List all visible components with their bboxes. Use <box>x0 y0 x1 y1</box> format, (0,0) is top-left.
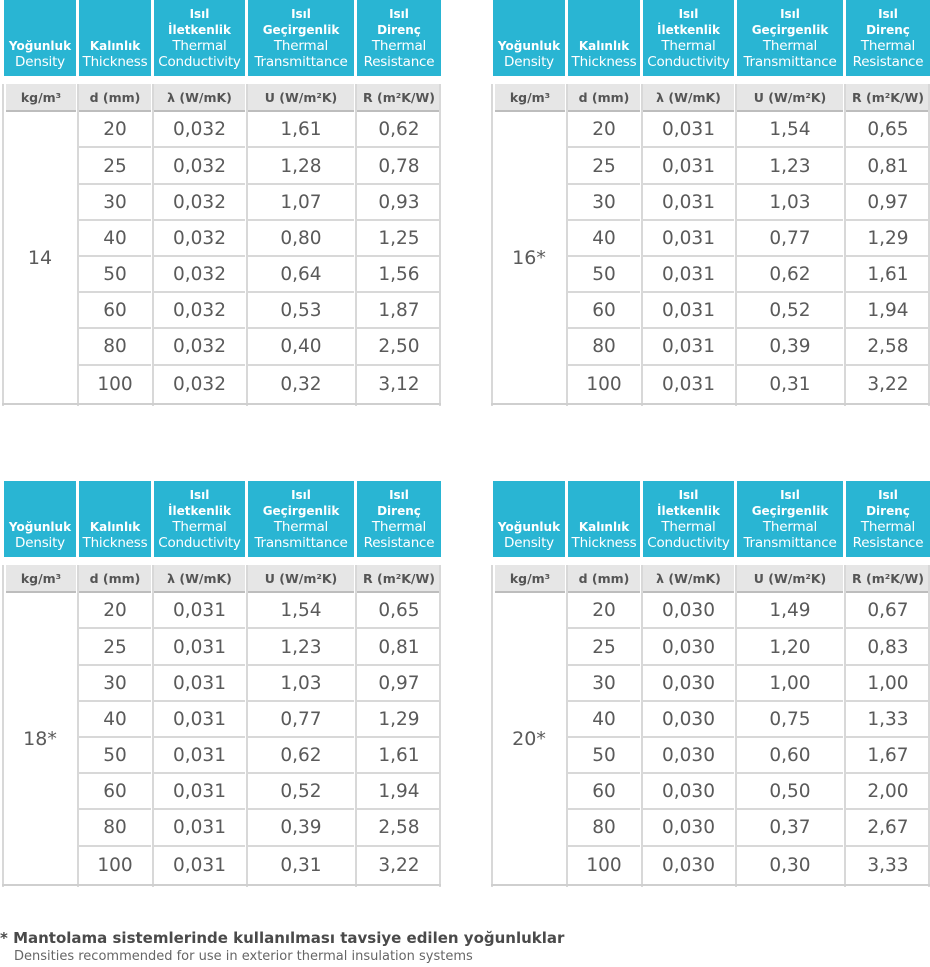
header-conductivity-en1: Thermal <box>661 38 716 54</box>
header-conductivity-tr2: İletkenlik <box>168 504 231 518</box>
table-cell-thickness: 100 <box>97 374 133 395</box>
unit-density: kg/m³ <box>6 565 76 593</box>
header-density <box>4 481 76 557</box>
table-cell-conductivity: 0,030 <box>662 855 715 876</box>
table-cell-thickness: 30 <box>79 666 151 702</box>
table-cell-transmittance: 0,37 <box>737 810 843 847</box>
table-cell-resistance: 1,25 <box>357 221 441 257</box>
header-thickness <box>568 481 640 557</box>
table-cell-conductivity: 0,031 <box>643 293 734 329</box>
table-cell-resistance: 1,33 <box>846 702 930 738</box>
header-resistance-tr2: Direnç <box>377 23 421 37</box>
table-cell-transmittance: 1,03 <box>248 666 354 702</box>
table-cell-conductivity: 0,031 <box>643 257 734 293</box>
table-cell-resistance: 0,97 <box>357 666 441 702</box>
table-cell-resistance: 2,50 <box>357 329 441 366</box>
table-cell-conductivity: 0,031 <box>173 855 226 876</box>
header-resistance-tr1: Isıl <box>878 7 898 21</box>
table-cell-resistance: 1,94 <box>846 293 930 329</box>
table-cell-conductivity: 0,030 <box>643 630 734 666</box>
table-cell-transmittance: 1,23 <box>248 630 354 666</box>
table-cell-resistance: 2,58 <box>846 329 930 366</box>
unit-thickness: d (mm) <box>79 84 151 112</box>
header-thickness-tr: Kalınlık <box>89 520 141 534</box>
table-cell-transmittance: 1,20 <box>737 630 843 666</box>
header-resistance-en1: Thermal <box>860 519 916 535</box>
header-density <box>493 0 565 76</box>
table-cell-transmittance: 1,28 <box>248 149 354 185</box>
table-cell-conductivity: 0,030 <box>643 810 734 847</box>
header-transmittance-tr1: Isıl <box>780 7 800 21</box>
table-cell-conductivity: 0,032 <box>154 185 245 221</box>
density-value: 18* <box>23 728 57 750</box>
header-resistance-tr2: Direnç <box>866 23 910 37</box>
table-cell-transmittance: 1,07 <box>248 185 354 221</box>
table-cell-transmittance: 1,03 <box>737 185 843 221</box>
table-cell-thickness: 20 <box>568 593 640 629</box>
header-transmittance-tr1: Isıl <box>291 488 311 502</box>
header-conductivity-tr1: Isıl <box>678 488 699 502</box>
table-cell-transmittance: 0,64 <box>248 257 354 293</box>
unit-thickness: d (mm) <box>568 565 640 593</box>
header-density <box>493 481 565 557</box>
header-resistance <box>846 481 930 557</box>
header-density-tr: Yoğunluk <box>497 520 561 534</box>
table-cell-conductivity: 0,031 <box>643 221 734 257</box>
table-cell-thickness: 30 <box>79 185 151 221</box>
table-cell-conductivity: 0,031 <box>154 630 245 666</box>
table-cell-transmittance: 0,50 <box>737 774 843 810</box>
table-cell-thickness: 20 <box>568 112 640 148</box>
table-cell-transmittance: 0,31 <box>280 855 322 876</box>
table-cell-conductivity: 0,031 <box>154 702 245 738</box>
header-thickness-en: Thickness <box>82 535 148 551</box>
table-cell-transmittance: 0,53 <box>248 293 354 329</box>
header-transmittance-en2: Transmittance <box>743 54 837 70</box>
unit-thickness: d (mm) <box>568 84 640 112</box>
table-cell-resistance: 3,12 <box>378 374 420 395</box>
table-cell-transmittance: 0,52 <box>737 293 843 329</box>
header-conductivity <box>643 0 734 76</box>
header-conductivity-tr1: Isıl <box>189 7 210 21</box>
header-resistance-tr2: Direnç <box>866 504 910 518</box>
header-resistance-en2: Resistance <box>852 54 924 70</box>
header-resistance-en2: Resistance <box>363 54 435 70</box>
data-table-1 <box>0 0 441 408</box>
unit-thickness: d (mm) <box>79 565 151 593</box>
header-thickness-en: Thickness <box>82 54 148 70</box>
table-cell-resistance: 1,94 <box>357 774 441 810</box>
table-cell-thickness: 20 <box>79 593 151 629</box>
table-cell-thickness: 60 <box>79 293 151 329</box>
header-resistance-en1: Thermal <box>860 38 916 54</box>
table-cell-transmittance: 0,80 <box>248 221 354 257</box>
table-cell-transmittance: 1,23 <box>737 149 843 185</box>
table-cell-resistance: 0,81 <box>357 630 441 666</box>
table-cell-thickness: 40 <box>79 221 151 257</box>
table-cell-conductivity: 0,031 <box>154 810 245 847</box>
table-cell-conductivity: 0,031 <box>154 738 245 774</box>
table-cell-resistance: 1,67 <box>846 738 930 774</box>
table-cell-thickness: 50 <box>568 738 640 774</box>
header-transmittance-en1: Thermal <box>273 38 329 54</box>
header-transmittance-tr2: Geçirgenlik <box>262 23 340 37</box>
table-cell-conductivity: 0,032 <box>154 149 245 185</box>
table-bottom-rule <box>2 884 441 886</box>
header-transmittance-tr2: Geçirgenlik <box>751 504 829 518</box>
table-cell-thickness: 40 <box>568 221 640 257</box>
header-transmittance <box>737 0 843 76</box>
header-transmittance-tr2: Geçirgenlik <box>751 23 829 37</box>
header-conductivity-en1: Thermal <box>172 519 227 535</box>
table-cell-thickness: 25 <box>79 630 151 666</box>
table-cell-thickness: 50 <box>79 257 151 293</box>
table-cell-thickness: 100 <box>586 374 622 395</box>
header-thickness-tr: Kalınlık <box>89 39 141 53</box>
table-cell-transmittance: 1,61 <box>248 112 354 148</box>
header-resistance-en2: Resistance <box>363 535 435 551</box>
table-cell-transmittance: 0,39 <box>248 810 354 847</box>
table-cell-thickness: 25 <box>79 149 151 185</box>
header-thickness <box>79 0 151 76</box>
table-cell-thickness: 50 <box>79 738 151 774</box>
table-cell-resistance: 2,00 <box>846 774 930 810</box>
unit-conductivity: λ (W/mK) <box>154 84 245 112</box>
table-cell-resistance: 1,56 <box>357 257 441 293</box>
header-conductivity-en2: Conductivity <box>158 54 241 70</box>
unit-conductivity: λ (W/mK) <box>643 84 734 112</box>
header-conductivity <box>154 481 245 557</box>
header-transmittance-en2: Transmittance <box>254 54 348 70</box>
header-transmittance <box>248 0 354 76</box>
table-cell-resistance: 1,00 <box>846 666 930 702</box>
density-value: 14 <box>27 247 53 269</box>
unit-transmittance: U (W/m²K) <box>248 565 354 593</box>
table-cell-thickness: 60 <box>568 774 640 810</box>
table-cell-thickness: 20 <box>79 112 151 148</box>
table-cell-transmittance: 0,30 <box>769 855 811 876</box>
table-cell-thickness: 80 <box>79 329 151 366</box>
header-conductivity-tr2: İletkenlik <box>657 504 720 518</box>
footnote-tr: * Mantolama sistemlerinde kullanılması tavsiye edilen yoğunluklar <box>0 929 565 947</box>
table-cell-thickness: 40 <box>568 702 640 738</box>
table-cell-resistance: 0,81 <box>846 149 930 185</box>
footnote-en: Densities recommended for use in exterior thermal insulation systems <box>14 949 473 964</box>
header-density-tr: Yoğunluk <box>8 39 72 53</box>
header-conductivity <box>643 481 734 557</box>
header-transmittance-tr2: Geçirgenlik <box>262 504 340 518</box>
table-cell-thickness: 60 <box>79 774 151 810</box>
table-cell-thickness: 30 <box>568 666 640 702</box>
header-resistance-tr1: Isıl <box>878 488 898 502</box>
table-cell-thickness: 80 <box>568 810 640 847</box>
header-transmittance-en1: Thermal <box>762 38 818 54</box>
table-cell-resistance: 0,65 <box>846 112 930 148</box>
table-cell-conductivity: 0,031 <box>154 593 245 629</box>
table-cell-transmittance: 0,77 <box>737 221 843 257</box>
header-conductivity-tr1: Isıl <box>678 7 699 21</box>
header-density-en: Density <box>15 535 65 551</box>
table-cell-transmittance: 0,40 <box>248 329 354 366</box>
header-transmittance-tr1: Isıl <box>291 7 311 21</box>
table-cell-conductivity: 0,031 <box>154 666 245 702</box>
table-cell-resistance: 1,29 <box>846 221 930 257</box>
header-resistance-en2: Resistance <box>852 535 924 551</box>
unit-resistance: R (m²K/W) <box>846 84 930 112</box>
unit-conductivity: λ (W/mK) <box>154 565 245 593</box>
table-cell-conductivity: 0,032 <box>154 112 245 148</box>
density-value: 16* <box>512 247 546 269</box>
data-table-4 <box>489 481 930 889</box>
header-conductivity-en2: Conductivity <box>647 54 730 70</box>
table-cell-transmittance: 0,32 <box>280 374 322 395</box>
header-thickness <box>568 0 640 76</box>
header-transmittance <box>737 481 843 557</box>
table-cell-conductivity: 0,030 <box>643 702 734 738</box>
table-cell-conductivity: 0,030 <box>643 738 734 774</box>
table-cell-resistance: 0,78 <box>357 149 441 185</box>
table-cell-thickness: 100 <box>586 855 622 876</box>
table-cell-conductivity: 0,030 <box>643 666 734 702</box>
table-cell-conductivity: 0,032 <box>154 257 245 293</box>
header-resistance-en1: Thermal <box>371 38 427 54</box>
table-cell-conductivity: 0,030 <box>643 593 734 629</box>
header-density-tr: Yoğunluk <box>497 39 561 53</box>
table-cell-resistance: 1,87 <box>357 293 441 329</box>
footnote <box>0 928 930 966</box>
unit-density: kg/m³ <box>495 565 565 593</box>
table-cell-thickness: 80 <box>79 810 151 847</box>
header-conductivity-en1: Thermal <box>661 519 716 535</box>
header-conductivity-en1: Thermal <box>172 38 227 54</box>
header-density-en: Density <box>504 54 554 70</box>
unit-density: kg/m³ <box>6 84 76 112</box>
data-table-2 <box>489 0 930 408</box>
table-cell-transmittance: 0,62 <box>248 738 354 774</box>
table-cell-conductivity: 0,031 <box>643 149 734 185</box>
header-conductivity-tr2: İletkenlik <box>657 23 720 37</box>
table-cell-transmittance: 1,54 <box>248 593 354 629</box>
header-thickness-en: Thickness <box>571 535 637 551</box>
table-cell-conductivity: 0,032 <box>154 329 245 366</box>
table-cell-transmittance: 1,00 <box>737 666 843 702</box>
header-conductivity <box>154 0 245 76</box>
table-cell-resistance: 3,22 <box>378 855 420 876</box>
table-cell-conductivity: 0,032 <box>173 374 226 395</box>
header-resistance <box>357 481 441 557</box>
unit-conductivity: λ (W/mK) <box>643 565 734 593</box>
table-cell-thickness: 40 <box>79 702 151 738</box>
unit-transmittance: U (W/m²K) <box>248 84 354 112</box>
table-cell-conductivity: 0,031 <box>662 374 715 395</box>
table-cell-thickness: 25 <box>568 149 640 185</box>
header-conductivity-tr1: Isıl <box>189 488 210 502</box>
table-cell-resistance: 0,62 <box>357 112 441 148</box>
header-conductivity-en2: Conductivity <box>647 535 730 551</box>
header-resistance-tr2: Direnç <box>377 504 421 518</box>
header-resistance <box>357 0 441 76</box>
table-cell-resistance: 2,58 <box>357 810 441 847</box>
header-thickness-en: Thickness <box>571 54 637 70</box>
table-cell-thickness: 30 <box>568 185 640 221</box>
table-bottom-rule <box>491 403 930 405</box>
header-thickness-tr: Kalınlık <box>578 520 630 534</box>
table-cell-conductivity: 0,032 <box>154 221 245 257</box>
header-density-tr: Yoğunluk <box>8 520 72 534</box>
table-cell-thickness: 60 <box>568 293 640 329</box>
table-cell-conductivity: 0,030 <box>643 774 734 810</box>
table-cell-transmittance: 0,60 <box>737 738 843 774</box>
table-cell-transmittance: 0,75 <box>737 702 843 738</box>
table-cell-transmittance: 0,77 <box>248 702 354 738</box>
table-cell-resistance: 0,93 <box>357 185 441 221</box>
table-bottom-rule <box>491 884 930 886</box>
table-cell-resistance: 3,22 <box>867 374 909 395</box>
table-cell-thickness: 80 <box>568 329 640 366</box>
header-resistance-en1: Thermal <box>371 519 427 535</box>
header-resistance-tr1: Isıl <box>389 7 409 21</box>
table-bottom-rule <box>2 403 441 405</box>
table-cell-resistance: 1,29 <box>357 702 441 738</box>
table-cell-resistance: 1,61 <box>357 738 441 774</box>
header-conductivity-en2: Conductivity <box>158 535 241 551</box>
header-resistance-tr1: Isıl <box>389 488 409 502</box>
table-cell-resistance: 0,97 <box>846 185 930 221</box>
header-transmittance-en2: Transmittance <box>254 535 348 551</box>
unit-resistance: R (m²K/W) <box>357 565 441 593</box>
table-cell-transmittance: 1,54 <box>737 112 843 148</box>
table-cell-transmittance: 0,39 <box>737 329 843 366</box>
table-cell-conductivity: 0,031 <box>643 185 734 221</box>
header-resistance <box>846 0 930 76</box>
table-cell-transmittance: 0,31 <box>769 374 811 395</box>
header-transmittance-en1: Thermal <box>273 519 329 535</box>
header-density <box>4 0 76 76</box>
table-cell-resistance: 0,67 <box>846 593 930 629</box>
table-cell-resistance: 2,67 <box>846 810 930 847</box>
table-cell-resistance: 0,65 <box>357 593 441 629</box>
table-cell-transmittance: 0,62 <box>737 257 843 293</box>
unit-transmittance: U (W/m²K) <box>737 84 843 112</box>
table-cell-thickness: 25 <box>568 630 640 666</box>
header-thickness <box>79 481 151 557</box>
header-transmittance <box>248 481 354 557</box>
header-transmittance-en2: Transmittance <box>743 535 837 551</box>
unit-resistance: R (m²K/W) <box>357 84 441 112</box>
table-cell-resistance: 0,83 <box>846 630 930 666</box>
table-cell-conductivity: 0,031 <box>643 329 734 366</box>
density-value: 20* <box>512 728 546 750</box>
header-thickness-tr: Kalınlık <box>578 39 630 53</box>
header-transmittance-tr1: Isıl <box>780 488 800 502</box>
table-cell-resistance: 3,33 <box>867 855 909 876</box>
data-table-3 <box>0 481 441 889</box>
unit-transmittance: U (W/m²K) <box>737 565 843 593</box>
header-density-en: Density <box>15 54 65 70</box>
unit-density: kg/m³ <box>495 84 565 112</box>
table-cell-conductivity: 0,032 <box>154 293 245 329</box>
header-conductivity-tr2: İletkenlik <box>168 23 231 37</box>
table-cell-conductivity: 0,031 <box>154 774 245 810</box>
table-cell-resistance: 1,61 <box>846 257 930 293</box>
table-cell-transmittance: 1,49 <box>737 593 843 629</box>
table-cell-thickness: 50 <box>568 257 640 293</box>
header-density-en: Density <box>504 535 554 551</box>
unit-resistance: R (m²K/W) <box>846 565 930 593</box>
table-cell-transmittance: 0,52 <box>248 774 354 810</box>
header-transmittance-en1: Thermal <box>762 519 818 535</box>
table-cell-conductivity: 0,031 <box>643 112 734 148</box>
table-cell-thickness: 100 <box>97 855 133 876</box>
